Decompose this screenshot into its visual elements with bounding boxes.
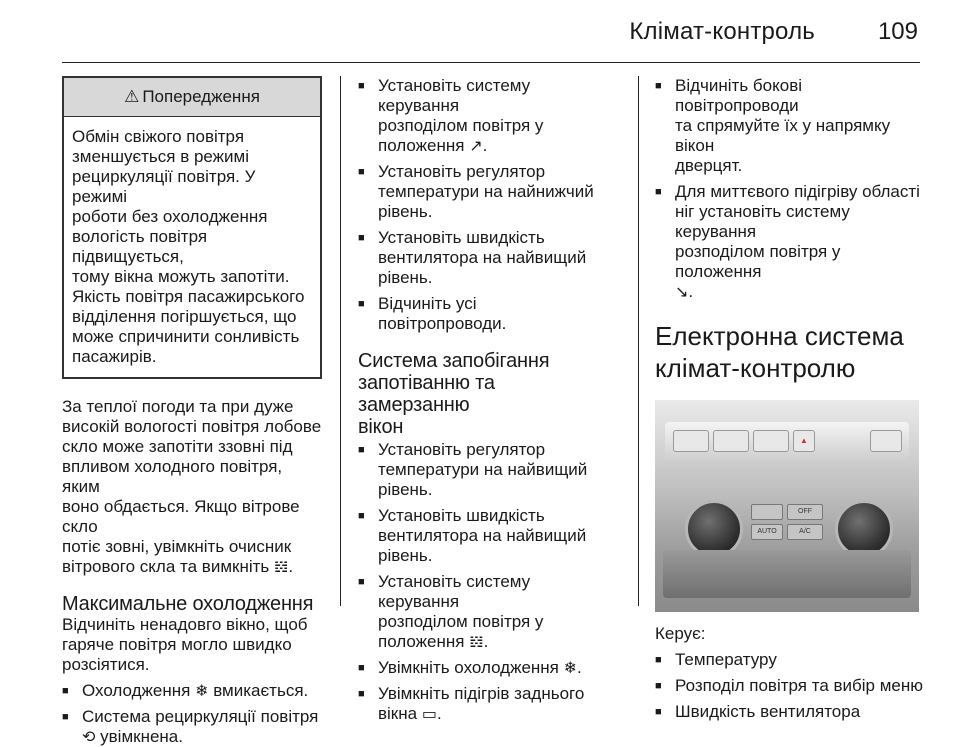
panel-top-bar [665,422,909,460]
text-line: рівень. [378,202,433,221]
climate-panel-photo [655,400,919,612]
text-line: вологість повітря підвищується, [72,227,208,266]
list-item [358,684,608,724]
list-item [62,681,324,701]
text-line: вітрового скла та вимкніть 𝍌. [62,557,294,576]
panel-button [870,430,902,452]
ac-button: A/C [787,524,823,540]
section-heading [655,320,923,384]
bullet-list [358,440,608,724]
text-line: положення 𝍌. [378,632,489,651]
text-line: положення ↗. [378,136,488,155]
panel-bottom [663,550,911,598]
snowflake-icon: ❄ [563,658,578,677]
column-2 [358,76,608,724]
text-line: дверцят. [675,156,743,175]
text-line: Відчиніть ненадовго вікно, щоб [62,615,308,634]
windshield-defrost-icon: 𝍌 [469,632,484,651]
text-line: ■ Установіть регулятор [378,162,546,181]
seat-airflow-icon: ↘ [675,282,689,301]
list-item [358,506,608,566]
section-heading: Максимальне охолодження [62,593,314,615]
text-line: гаряче повітря могло швидко [62,635,292,654]
column-3 [655,76,923,722]
panel-button [753,430,789,452]
list-item [358,440,608,500]
off-button: OFF [787,504,823,520]
text-line: вікна ▭. [378,704,442,723]
text-line: ніг установіть систему керування [675,202,850,241]
text-line: відділення погіршується, що [72,307,297,326]
text-line: Обмін свіжого повітря [72,127,245,146]
section-heading [358,350,608,438]
header-rule [62,62,920,63]
text-line: температури на найвищий [378,460,588,479]
list-item [358,572,608,652]
text-line: ■ Увімкніть підігрів заднього [378,684,585,703]
bullet-list [655,650,923,722]
text-line: впливом холодного повітря, яким [62,457,283,496]
text-line: тому вікна можуть запотіти. [72,267,290,286]
warning-triangle-icon: ⚠ [124,87,140,106]
heading-line: Система запобігання [358,350,550,372]
list-item: ■ Температуру [655,650,923,670]
text-line: може спричинити сонливість [72,327,300,346]
text-line: ■ Установіть швидкість [378,506,545,525]
text-line: За теплої погоди та при дуже [62,397,294,416]
page-number: 109 [877,18,918,45]
heading-line: вікон [358,416,404,438]
text-fragment: положення [378,136,465,155]
panel-button [751,504,783,520]
text-line: зменшується в режимі [72,147,250,166]
controls-label: Керує: [655,624,706,643]
text-line: розподілом повітря у положення [675,242,841,281]
list-item [358,162,608,222]
text-line: ↘. [675,282,694,301]
panel-button [713,430,749,452]
hazard-icon: ▲ [793,430,815,452]
page-header [0,0,960,60]
text-line: температури на найнижчий [378,182,594,201]
column-1 [62,76,324,747]
text-line: та спрямуйте їх у напрямку вікон [675,116,891,155]
rear-window-heat-icon: ▭ [421,704,437,723]
list-item [655,76,923,176]
text-line: розсіятися. [62,655,150,674]
text-fragment: положення [378,632,465,651]
text-line: розподілом повітря у [378,116,544,135]
heading-line: клімат-контролю [655,353,856,383]
text-line: ■ Установіть швидкість [378,228,545,247]
text-fragment: вмикається. [213,681,309,700]
text-line: ■ Відчиніть бокові повітропроводи [675,76,803,115]
seat-airflow-icon: ↗ [469,136,483,155]
text-fragment: вікна [378,704,418,723]
text-fragment: вітрового скла та вимкніть [62,557,270,576]
text-line: Якість повітря пасажирського [72,287,305,306]
text-line: роботи без охолодження [72,207,268,226]
text-line: вентилятора на найвищий [378,526,587,545]
text-line: пасажирів. [72,347,157,366]
text-line: ■ Для миттєвого підігріву області [675,182,920,201]
text-fragment: Система рециркуляції повітря [82,707,319,726]
list-item: ■ Швидкість вентилятора [655,702,923,722]
text-line: рівень. [378,268,433,287]
warning-header [64,78,320,117]
bullet-list [62,681,324,747]
panel-button [673,430,709,452]
list-item [358,76,608,156]
column-divider [638,76,639,606]
text-line: потіє зовні, увімкніть очисник [62,537,292,556]
text-line: вентилятора на найвищий [378,248,587,267]
auto-button: AUTO [751,524,783,540]
heading-line: Електронна система [655,321,904,351]
warning-text [64,117,320,377]
text-line: розподілом повітря у [378,612,544,631]
recirculation-icon: ⟲ [82,727,96,746]
page-title: Клімат-контроль [629,18,815,45]
max-cooling-intro [62,615,324,675]
text-fragment: Увімкніть охолодження [378,658,559,677]
text-line: скло може запотіти ззовні під [62,437,293,456]
text-fragment: Охолодження [82,681,191,700]
list-item [62,707,324,747]
list-item: ■ Розподіл повітря та вибір меню [655,676,923,696]
text-line: ■ Установіть систему керування [378,76,531,115]
text-line: ■ Установіть систему керування [378,572,531,611]
fogging-paragraph [62,397,324,577]
warning-box [62,76,322,379]
bullet-list [655,76,923,302]
list-item: ■ Відчиніть усі повітропроводи. [358,294,608,334]
text-fragment: увімкнена. [100,727,183,746]
column-divider [340,76,341,606]
bullet-list [358,76,608,334]
windshield-defrost-icon: 𝍌 [274,557,289,576]
list-item: ■ Увімкніть охолодження ❄. [358,658,608,678]
list-item [358,228,608,288]
text-line: воно обдається. Якщо вітрове скло [62,497,300,536]
heading-line: запотіванню та замерзанню [358,372,495,416]
text-line: ■ Установіть регулятор [378,440,546,459]
text-line: високій вологості повітря лобове [62,417,322,436]
text-line: рівень. [378,480,433,499]
warning-heading: Попередження [142,87,260,106]
list-item [655,182,923,302]
text-line: рівень. [378,546,433,565]
snowflake-icon: ❄ [195,681,209,700]
text-line: рециркуляції повітря. У режимі [72,167,256,206]
